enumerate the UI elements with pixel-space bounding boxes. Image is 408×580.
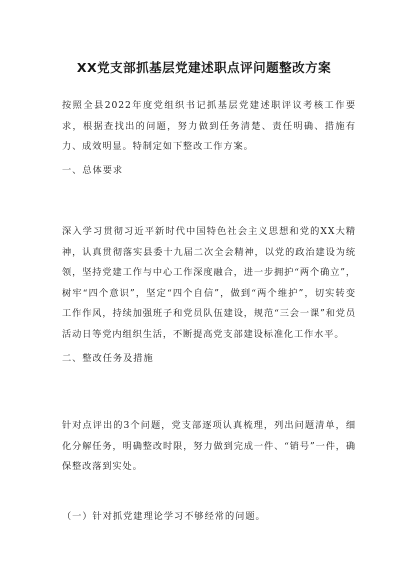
- document-title: XX党支部抓基层党建述职点评问题整改方案: [76, 60, 332, 75]
- section-heading-general-requirements: 一、总体要求: [62, 165, 124, 176]
- intro-paragraph: 按照全县2022年度党组织书记抓基层党建述职评议考核工作要求，根据查找出的问题，努力做到任务清楚、责任明确、措施有力、成效明显。特制定如下整改工作方案。: [62, 100, 356, 153]
- section-body-tasks-measures: 针对点评出的3个问题，党支部逐项认真梳理，列出问题清单，细化分解任务，明确整改时限，努力做到完成一件、“销号”一件，确保整改落到实处。: [62, 420, 356, 473]
- section-body-general-requirements: 深入学习贯彻习近平新时代中国特色社会主义思想和党的XX大精神，认真贯彻落实县委十九届二次全会精神，以党的政治建设为统领，坚持党建工作与中心工作深度融合，进一步拥护“两个确立”，树牢“四个意识”，坚定“四个自信”，做到“两个维护”，切实转变工作作风，持续加强班子和党员队伍建设，规范“三会一课”和党员活动日等党内组织生活，不断提高党支部建设标准化工作水平。: [62, 226, 356, 340]
- section-heading-tasks-measures: 二、整改任务及措施: [62, 353, 154, 364]
- subsection-heading-theory-study: （一）针对抓党建理论学习不够经常的问题。: [62, 511, 266, 522]
